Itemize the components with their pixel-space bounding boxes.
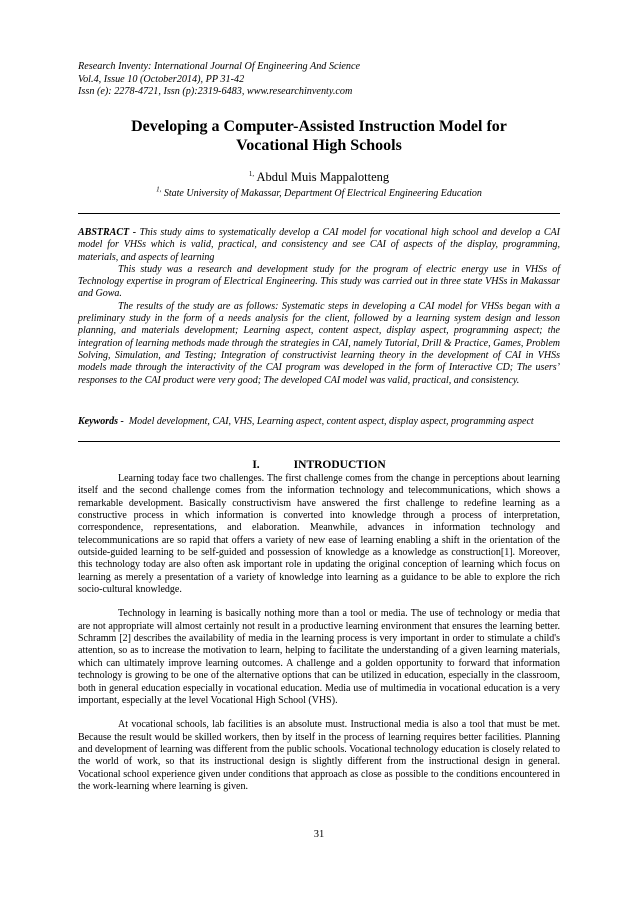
abstract-paragraph-3: The results of the study are as follows: Systematic steps in developing a CAI model for VHSs began with a preliminary study in the form of a needs analysis for the client, followed by a learning system design and lesson planning, and materials development; Learning aspect, content aspect, display aspect, programming aspect; the integration of learning methods made through the strategies in CAI, namely Tutorial, Drill & Practice, Games, Problem Solving, Simulation, and Testing; Integration of constructivist learning theory in the development of CAI in VHSs models made through the interactivity of the CAI program was developed in the form of Interactive CD; The users’ responses to the CAI product were very good; The developed CAI model was valid, practical, and consistency.	[78, 300, 560, 386]
author-superscript: 1,	[248, 169, 255, 178]
journal-header	[78, 61, 558, 99]
affiliation-text: State University of Makassar, Department Of Electrical Engineering Education	[163, 188, 482, 199]
title-line-2: Vocational High Schools	[236, 137, 402, 154]
keywords-text: Model development, CAI, VHS, Learning aspect, content aspect, display aspect, programming aspect	[128, 416, 534, 427]
body-paragraph-3: At vocational schools, lab facilities is an absolute must. Instructional media is also a tool that must be met. Because the result would be skilled workers, then by itself in the process of learning requires better facilities. Planning and development of learning was different from the public schools. Vocational technology education is closely related to the world of work, so that its instructional design is slightly different from the instructional design in general. Vocational school experience given under conditions that approach as close as possible to the conditions encountered in the work-learning where learning is given.	[78, 719, 560, 792]
journal-issn: Issn (e): 2278-4721, Issn (p):2319-6483, www.researchinventy.com	[78, 86, 353, 97]
section-number: I.	[252, 459, 260, 471]
author-line	[78, 170, 560, 184]
abstract-paragraph-1	[78, 227, 560, 264]
keywords-bottom-rule	[78, 441, 560, 442]
paper-title	[78, 117, 560, 155]
body-text	[78, 473, 560, 793]
author-name: Abdul Muis Mappalotteng	[256, 170, 390, 184]
body-paragraph-2: Technology in learning is basically nothing more than a tool or media. The use of technology or media that are not appropriate will almost certainly not result in a productive learning environment that ensures the learning better. Schramm [2] describes the availability of media in the learning process is very important in order to stimulate a child's attention, so as to increase the motivation to learn, helping to facilitate the understanding of a given learning materials, which can ultimately improve learning outcomes. A challenge and a golden opportunity to forward that information technology is growing to be one of the alternative options that can be utilized in education, especially in the classroom, both in general education especially in vocational education. Media use of multimedia in vocational education is a very important, especially at the level Vocational High School (VHS).	[78, 608, 560, 706]
abstract-top-rule	[78, 213, 560, 214]
journal-volume: Vol.4, Issue 10 (October2014), PP 31-42	[78, 73, 245, 85]
section-title: INTRODUCTION	[293, 459, 386, 471]
keywords-block	[78, 416, 560, 428]
page-number: 31	[313, 829, 325, 840]
affiliation-superscript: 1,	[156, 185, 162, 194]
title-line-1: Developing a Computer-Assisted Instruction Model for	[131, 118, 507, 135]
abstract-block	[78, 227, 560, 387]
abstract-text-1: This study aims to systematically develop a CAI model for vocational high school and develop a CAI model for VHSs which is valid, practical, and consistency and see CAI of aspects of the display, programming, materials, and aspects of learning	[78, 227, 560, 263]
journal-name: Research Inventy: International Journal Of Engineering And Science	[78, 61, 361, 72]
body-paragraph-1: Learning today face two challenges. The first challenge comes from the change in perceptions about learning itself and the second challenge comes from the information technology and telecommunications, which shows a remarkable development. Basically constructivism have answered the first challenge to redefine learning as a constructive process in which information is converted into knowledge through a process of interpretation, correspondence, representations, and elaboration. Meanwhile, advances in information technology and telecommunications are so rapid that offers a variety of new ease of learning enabling a shift in the orientation of the outside-guided learning to be self-guided and possession of knowledge as a knowledge as construction[1]. Moreover, this technology today are also often ask important role in updating the original conception of learning which focus on learning as merely a presentation of a variety of knowledge into learning as a guidance to be able to explore the rich socio-cultural knowledge.	[78, 473, 560, 596]
affiliation-line	[78, 185, 560, 200]
abstract-label: ABSTRACT -	[78, 227, 137, 238]
abstract-paragraph-2: This study was a research and development study for the program of electric energy use in VHSs of Technology expertise in program of Electrical Engineering. This study was carried out in three state VHSs in Makassar and Gowa.	[78, 263, 560, 300]
keywords-label: Keywords -	[78, 416, 124, 427]
section-heading	[78, 459, 560, 471]
